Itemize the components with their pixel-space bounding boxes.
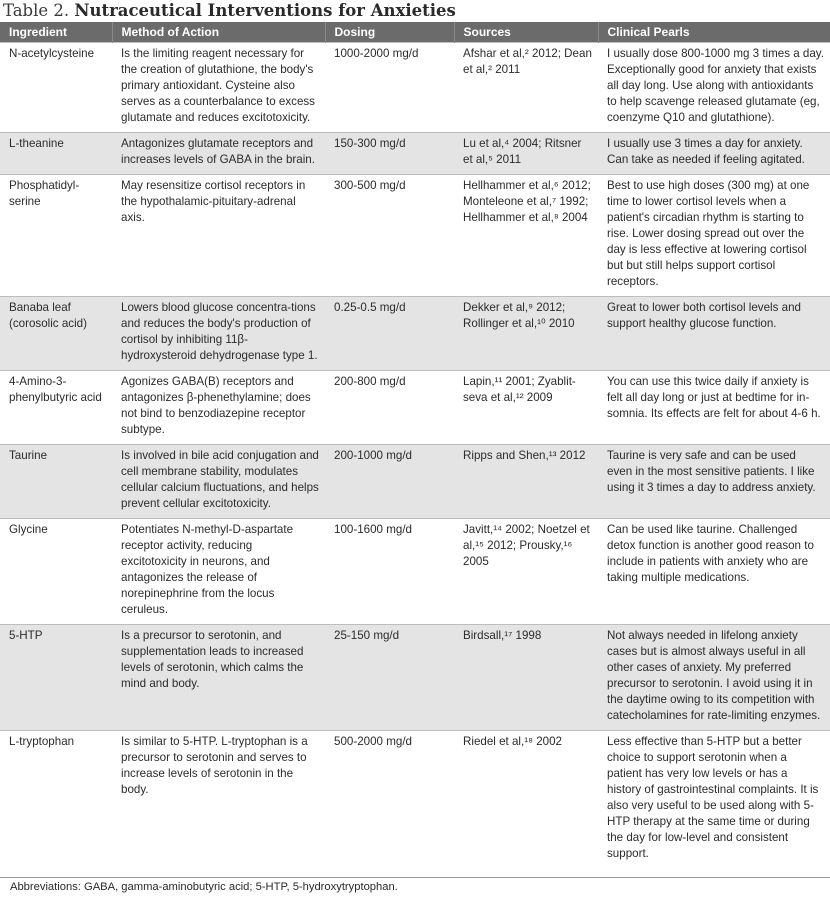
method-of-action-cell: Is similar to 5-HTP. L-tryptophan is a precursor to serotonin and serves to increase levels of serotonin in the body. — [112, 731, 325, 869]
sources-cell: Ripps and Shen,¹³ 2012 — [454, 445, 598, 519]
ingredient-cell: Taurine — [0, 445, 112, 519]
dosing-cell: 1000-2000 mg/d — [325, 43, 454, 133]
clinical-pearls-cell: Can be used like taurine. Challenged detox function is another good reason to include in patients with anxiety who are taking multiple medications. — [598, 519, 830, 625]
dosing-cell: 500-2000 mg/d — [325, 731, 454, 869]
clinical-pearls-cell: Great to lower both cortisol levels and support healthy glucose function. — [598, 297, 830, 371]
table-row — [0, 445, 830, 519]
sources-cell: Javitt,¹⁴ 2002; Noetzel et al,¹⁵ 2012; Prousky,¹⁶ 2005 — [454, 519, 598, 625]
table-caption — [3, 0, 456, 22]
ingredient-cell: 5-HTP — [0, 625, 112, 731]
sources-cell: Lapin,¹¹ 2001; Zyablit-seva et al,¹² 2009 — [454, 371, 598, 445]
table-row — [0, 297, 830, 371]
nutraceutical-table — [0, 22, 830, 868]
header-ingredient: Ingredient — [0, 22, 112, 43]
method-of-action-cell: Agonizes GABA(B) receptors and antagonizes β-phenethylamine; does not bind to benzodiazepine receptor subtype. — [112, 371, 325, 445]
method-of-action-cell: Is a precursor to serotonin, and supplementation leads to increased levels of serotonin, which calms the mind and body. — [112, 625, 325, 731]
table-row — [0, 625, 830, 731]
method-of-action-cell: Is involved in bile acid conjugation and cell membrane stability, modulates cellular calcium fluctuations, and helps prevent cellular excitotoxicity. — [112, 445, 325, 519]
method-of-action-cell: Lowers blood glucose concentra-tions and reduces the body's production of cortisol by inhibiting 11β-hydroxysteroid dehydrogenase type 1. — [112, 297, 325, 371]
header-dosing: Dosing — [325, 22, 454, 43]
dosing-cell: 200-1000 mg/d — [325, 445, 454, 519]
header-clinical-pearls: Clinical Pearls — [598, 22, 830, 43]
sources-cell: Birdsall,¹⁷ 1998 — [454, 625, 598, 731]
table-row — [0, 175, 830, 297]
table-row — [0, 133, 830, 175]
clinical-pearls-cell: You can use this twice daily if anxiety is felt all day long or just at bedtime for in-somnia. Its effects are felt for about 4-6 h. — [598, 371, 830, 445]
table-title: Nutraceutical Interventions for Anxieties — [74, 1, 456, 20]
bottom-rule — [0, 877, 830, 878]
sources-cell: Riedel et al,¹⁸ 2002 — [454, 731, 598, 869]
header-sources: Sources — [454, 22, 598, 43]
ingredient-cell: L-tryptophan — [0, 731, 112, 869]
dosing-cell: 200-800 mg/d — [325, 371, 454, 445]
clinical-pearls-cell: Not always needed in lifelong anxiety cases but is almost always useful in all other cases of anxiety. My preferred precursor to serotonin. I avoid using it in the daytime owing to its competition with catecholamines for rate-limiting enzymes. — [598, 625, 830, 731]
ingredient-cell: Banaba leaf (corosolic acid) — [0, 297, 112, 371]
table-number: Table 2. — [3, 1, 70, 20]
clinical-pearls-cell: I usually use 3 times a day for anxiety. Can take as needed if feeling agitated. — [598, 133, 830, 175]
method-of-action-cell: May resensitize cortisol receptors in the hypothalamic-pituitary-adrenal axis. — [112, 175, 325, 297]
dosing-cell: 100-1600 mg/d — [325, 519, 454, 625]
ingredient-cell: Phosphatidyl-serine — [0, 175, 112, 297]
sources-cell: Dekker et al,⁹ 2012; Rollinger et al,¹⁰ 2010 — [454, 297, 598, 371]
table-header-row — [0, 22, 830, 43]
clinical-pearls-cell: Less effective than 5-HTP but a better choice to support serotonin when a patient has very low levels or has a history of gastrointestinal complaints. It is also very useful to be used along with 5-HTP therapy at the same time or during the day for low-level and consistent support. — [598, 731, 830, 869]
table-row — [0, 43, 830, 133]
method-of-action-cell: Potentiates N-methyl-D-aspartate receptor activity, reducing excitotoxicity in neurons, and antagonizes the release of norepinephrine from the locus ceruleus. — [112, 519, 325, 625]
clinical-pearls-cell: Best to use high doses (300 mg) at one time to lower cortisol levels when a patient's circadian rhythm is starting to rise. Lower dosing spread out over the day is less effective at lowering cortisol but but still helps support cortisol receptors. — [598, 175, 830, 297]
abbreviations-footnote: Abbreviations: GABA, gamma-aminobutyric acid; 5-HTP, 5-hydroxytryptophan. — [10, 881, 398, 893]
table-row — [0, 371, 830, 445]
table-row — [0, 519, 830, 625]
dosing-cell: 25-150 mg/d — [325, 625, 454, 731]
method-of-action-cell: Is the limiting reagent necessary for the creation of glutathione, the body's primary antioxidant. Cysteine also serves as a counterbalance to excess glutamate and reduces excitotoxicity. — [112, 43, 325, 133]
ingredient-cell: 4-Amino-3-phenylbutyric acid — [0, 371, 112, 445]
header-method-of-action: Method of Action — [112, 22, 325, 43]
clinical-pearls-cell: I usually dose 800-1000 mg 3 times a day. Exceptionally good for anxiety that exists all day long. Use along with antioxidants to help scavenge released glutamate (eg, coenzyme Q10 and glutathione). — [598, 43, 830, 133]
sources-cell: Afshar et al,² 2012; Dean et al,² 2011 — [454, 43, 598, 133]
ingredient-cell: N-acetylcysteine — [0, 43, 112, 133]
table-row — [0, 731, 830, 869]
ingredient-cell: Glycine — [0, 519, 112, 625]
sources-cell: Hellhammer et al,⁶ 2012; Monteleone et al,⁷ 1992; Hellhammer et al,⁸ 2004 — [454, 175, 598, 297]
dosing-cell: 150-300 mg/d — [325, 133, 454, 175]
dosing-cell: 0.25-0.5 mg/d — [325, 297, 454, 371]
method-of-action-cell: Antagonizes glutamate receptors and increases levels of GABA in the brain. — [112, 133, 325, 175]
sources-cell: Lu et al,⁴ 2004; Ritsner et al,⁵ 2011 — [454, 133, 598, 175]
dosing-cell: 300-500 mg/d — [325, 175, 454, 297]
ingredient-cell: L-theanine — [0, 133, 112, 175]
table-body — [0, 43, 830, 869]
clinical-pearls-cell: Taurine is very safe and can be used even in the most sensitive patients. I like using it 3 times a day to address anxiety. — [598, 445, 830, 519]
